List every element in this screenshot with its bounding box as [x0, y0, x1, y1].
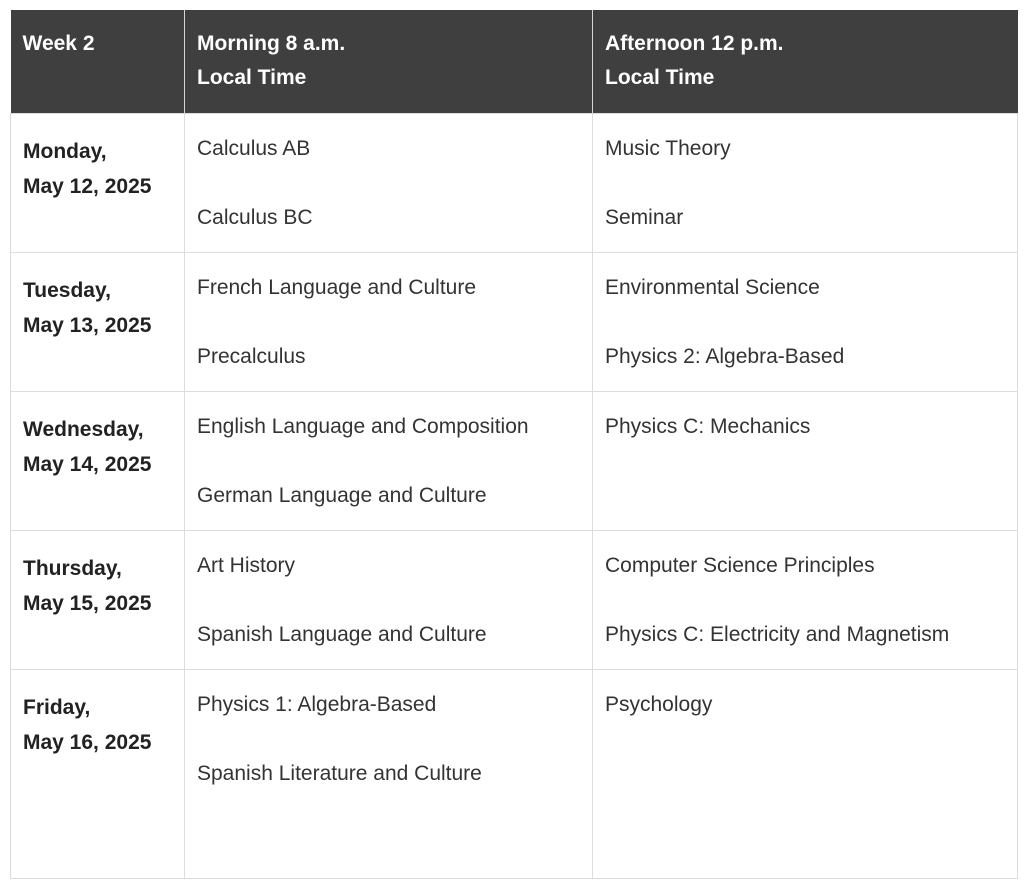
exam-schedule-table: [10, 10, 1018, 879]
table-body: [11, 114, 1018, 879]
header-week: [11, 10, 185, 114]
day-name: Friday,: [23, 696, 91, 719]
day-name: Thursday,: [23, 557, 122, 580]
day-date: May 16, 2025: [23, 731, 152, 754]
header-morning: [185, 10, 593, 114]
afternoon-cell: [593, 114, 1018, 253]
exam-name: Psychology: [605, 693, 713, 716]
exam-name: French Language and Culture: [197, 276, 477, 299]
afternoon-cell: [593, 392, 1018, 531]
table-header: [11, 10, 1018, 114]
day-name: Monday,: [23, 140, 107, 163]
morning-cell: [185, 253, 593, 392]
header-morning-zone: Local Time: [197, 66, 307, 89]
exam-name: Calculus AB: [197, 137, 311, 160]
afternoon-cell: [593, 531, 1018, 670]
exam-name: Spanish Literature and Culture: [197, 762, 482, 785]
table-row: [11, 114, 1018, 253]
table-row: [11, 392, 1018, 531]
day-date: May 14, 2025: [23, 453, 152, 476]
morning-cell: [185, 531, 593, 670]
day-date: May 12, 2025: [23, 175, 152, 198]
exam-name: Physics 1: Algebra-Based: [197, 693, 437, 716]
exam-name: English Language and Composition: [197, 415, 529, 438]
afternoon-cell: [593, 253, 1018, 392]
morning-cell: [185, 670, 593, 879]
exam-name: Calculus BC: [197, 206, 313, 229]
table-row: [11, 253, 1018, 392]
exam-name: German Language and Culture: [197, 484, 487, 507]
exam-name: Physics 2: Algebra-Based: [605, 345, 845, 368]
exam-name: Environmental Science: [605, 276, 820, 299]
header-morning-time: Morning 8 a.m.: [197, 32, 346, 55]
day-cell: [11, 253, 185, 392]
exam-name: Art History: [197, 554, 296, 577]
exam-name: Computer Science Principles: [605, 554, 875, 577]
day-name: Tuesday,: [23, 279, 111, 302]
exam-name: Precalculus: [197, 345, 306, 368]
exam-name: Seminar: [605, 206, 684, 229]
day-cell: [11, 392, 185, 531]
header-week-label: Week 2: [22, 32, 95, 55]
exam-name: Spanish Language and Culture: [197, 623, 487, 646]
day-name: Wednesday,: [23, 418, 144, 441]
header-afternoon-time: Afternoon 12 p.m.: [605, 32, 784, 55]
day-cell: [11, 670, 185, 879]
header-afternoon-zone: Local Time: [605, 66, 715, 89]
day-date: May 13, 2025: [23, 314, 152, 337]
exam-name: Physics C: Mechanics: [605, 415, 811, 438]
afternoon-cell: [593, 670, 1018, 879]
header-row: [11, 10, 1018, 114]
morning-cell: [185, 114, 593, 253]
table-row: [11, 531, 1018, 670]
morning-cell: [185, 392, 593, 531]
header-afternoon: [593, 10, 1018, 114]
day-cell: [11, 531, 185, 670]
day-date: May 15, 2025: [23, 592, 152, 615]
exam-name: Music Theory: [605, 137, 731, 160]
day-cell: [11, 114, 185, 253]
table-row: [11, 670, 1018, 879]
exam-name: Physics C: Electricity and Magnetism: [605, 623, 950, 646]
